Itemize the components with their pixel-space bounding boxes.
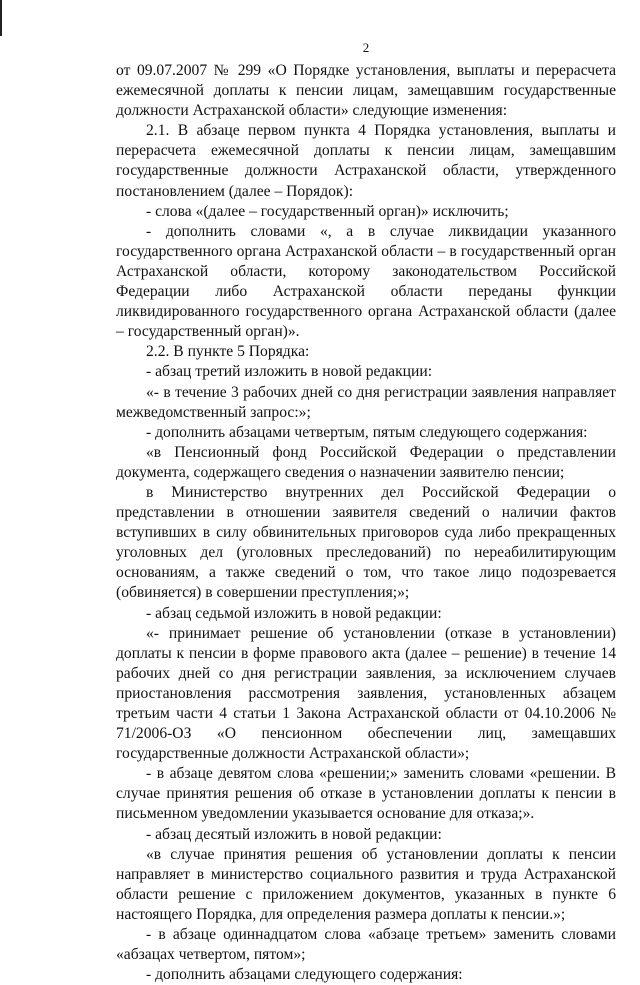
scan-edge-mark [0,0,2,36]
page-number: 2 [362,40,370,55]
paragraph: от 09.07.2007 № 299 «О Порядке установления, выплаты и перерасчета ежемесячной доплаты к пенсии лицам, замещавшим государственные должности Астраханской области» следующие изменения: [116,62,616,120]
paragraph: - в абзаце девятом слова «решении;» заменить словами «решении. В случае принятия решения об отказе в установлении доплаты к пенсии в письменном уведомлении указывается основание для отказа;». [116,765,616,823]
paragraph: - в абзаце одиннадцатом слова «абзаце третьем» заменить словами «абзацах четвертом, пятом»; [116,926,616,964]
paragraph: в Министерство внутренних дел Российской Федерации о представлении в отношении заявителя сведений о наличии фактов вступивших в силу обвинительных приговоров суда либо прекращенных уголовных дел (уголовных преследований) по нереабилитирующим основаниям, а также сведений о том, что такое лицо подозревается (обвиняется) в совершении преступления;»; [116,483,616,602]
paragraph: «в случае принятия решения об установлении доплаты к пенсии направляет в министерство социального развития и труда Астраханской области решение с приложением документов, указанных в пункте 6 настоящего Порядка, для определения размера доплаты к пенсии.»; [116,845,616,923]
paragraph: 2.1. В абзаце первом пункта 4 Порядка установления, выплаты и перерасчета ежемесячной доплаты к пенсии лицам, замещавшим государственные должности Астраханской области, утвержденного постановлением (далее – Порядок): [116,122,616,200]
paragraph: 2.2. В пункте 5 Порядка: [146,343,310,361]
paragraph: «- в течение 3 рабочих дней со дня регистрации заявления направляет межведомственный запрос:»; [116,383,616,421]
paragraph: - дополнить абзацами следующего содержания: [146,966,463,984]
paragraph: - абзац третий изложить в новой редакции: [146,363,433,381]
paragraph: - дополнить абзацами четвертым, пятым следующего содержания: [146,423,588,441]
document-body [116,61,616,985]
paragraph: - слова «(далее – государственный орган)» исключить; [146,202,509,220]
paragraph: «- принимает решение об установлении (отказе в установлении) доплаты к пенсии в форме правового акта (далее – решение) в течение 14 рабочих дней со дня регистрации заявления, за исключением случаев приостановления рассмотрения заявления, установленных абзацем третьим части 4 статьи 1 Закона Астраханской области от 04.10.2006 № 71/2006-ОЗ «О пенсионном обеспечении лиц, замещавших государственные должности Астраханской области»; [116,624,616,763]
paragraph: - абзац седьмой изложить в новой редакции: [146,604,442,622]
paragraph: «в Пенсионный фонд Российской Федерации о представлении документа, содержащего сведения о назначении заявителю пенсии; [116,443,616,481]
paragraph: - абзац десятый изложить в новой редакции: [146,825,442,843]
paragraph: - дополнить словами «, а в случае ликвидации указанного государственного органа Астраханской области – в государственный орган Астраханской области, которому законодательством Российской Федерации либо Астраханской области переданы функции ликвидированного государственного органа Астраханской области (далее – государственный орган)». [116,222,616,341]
